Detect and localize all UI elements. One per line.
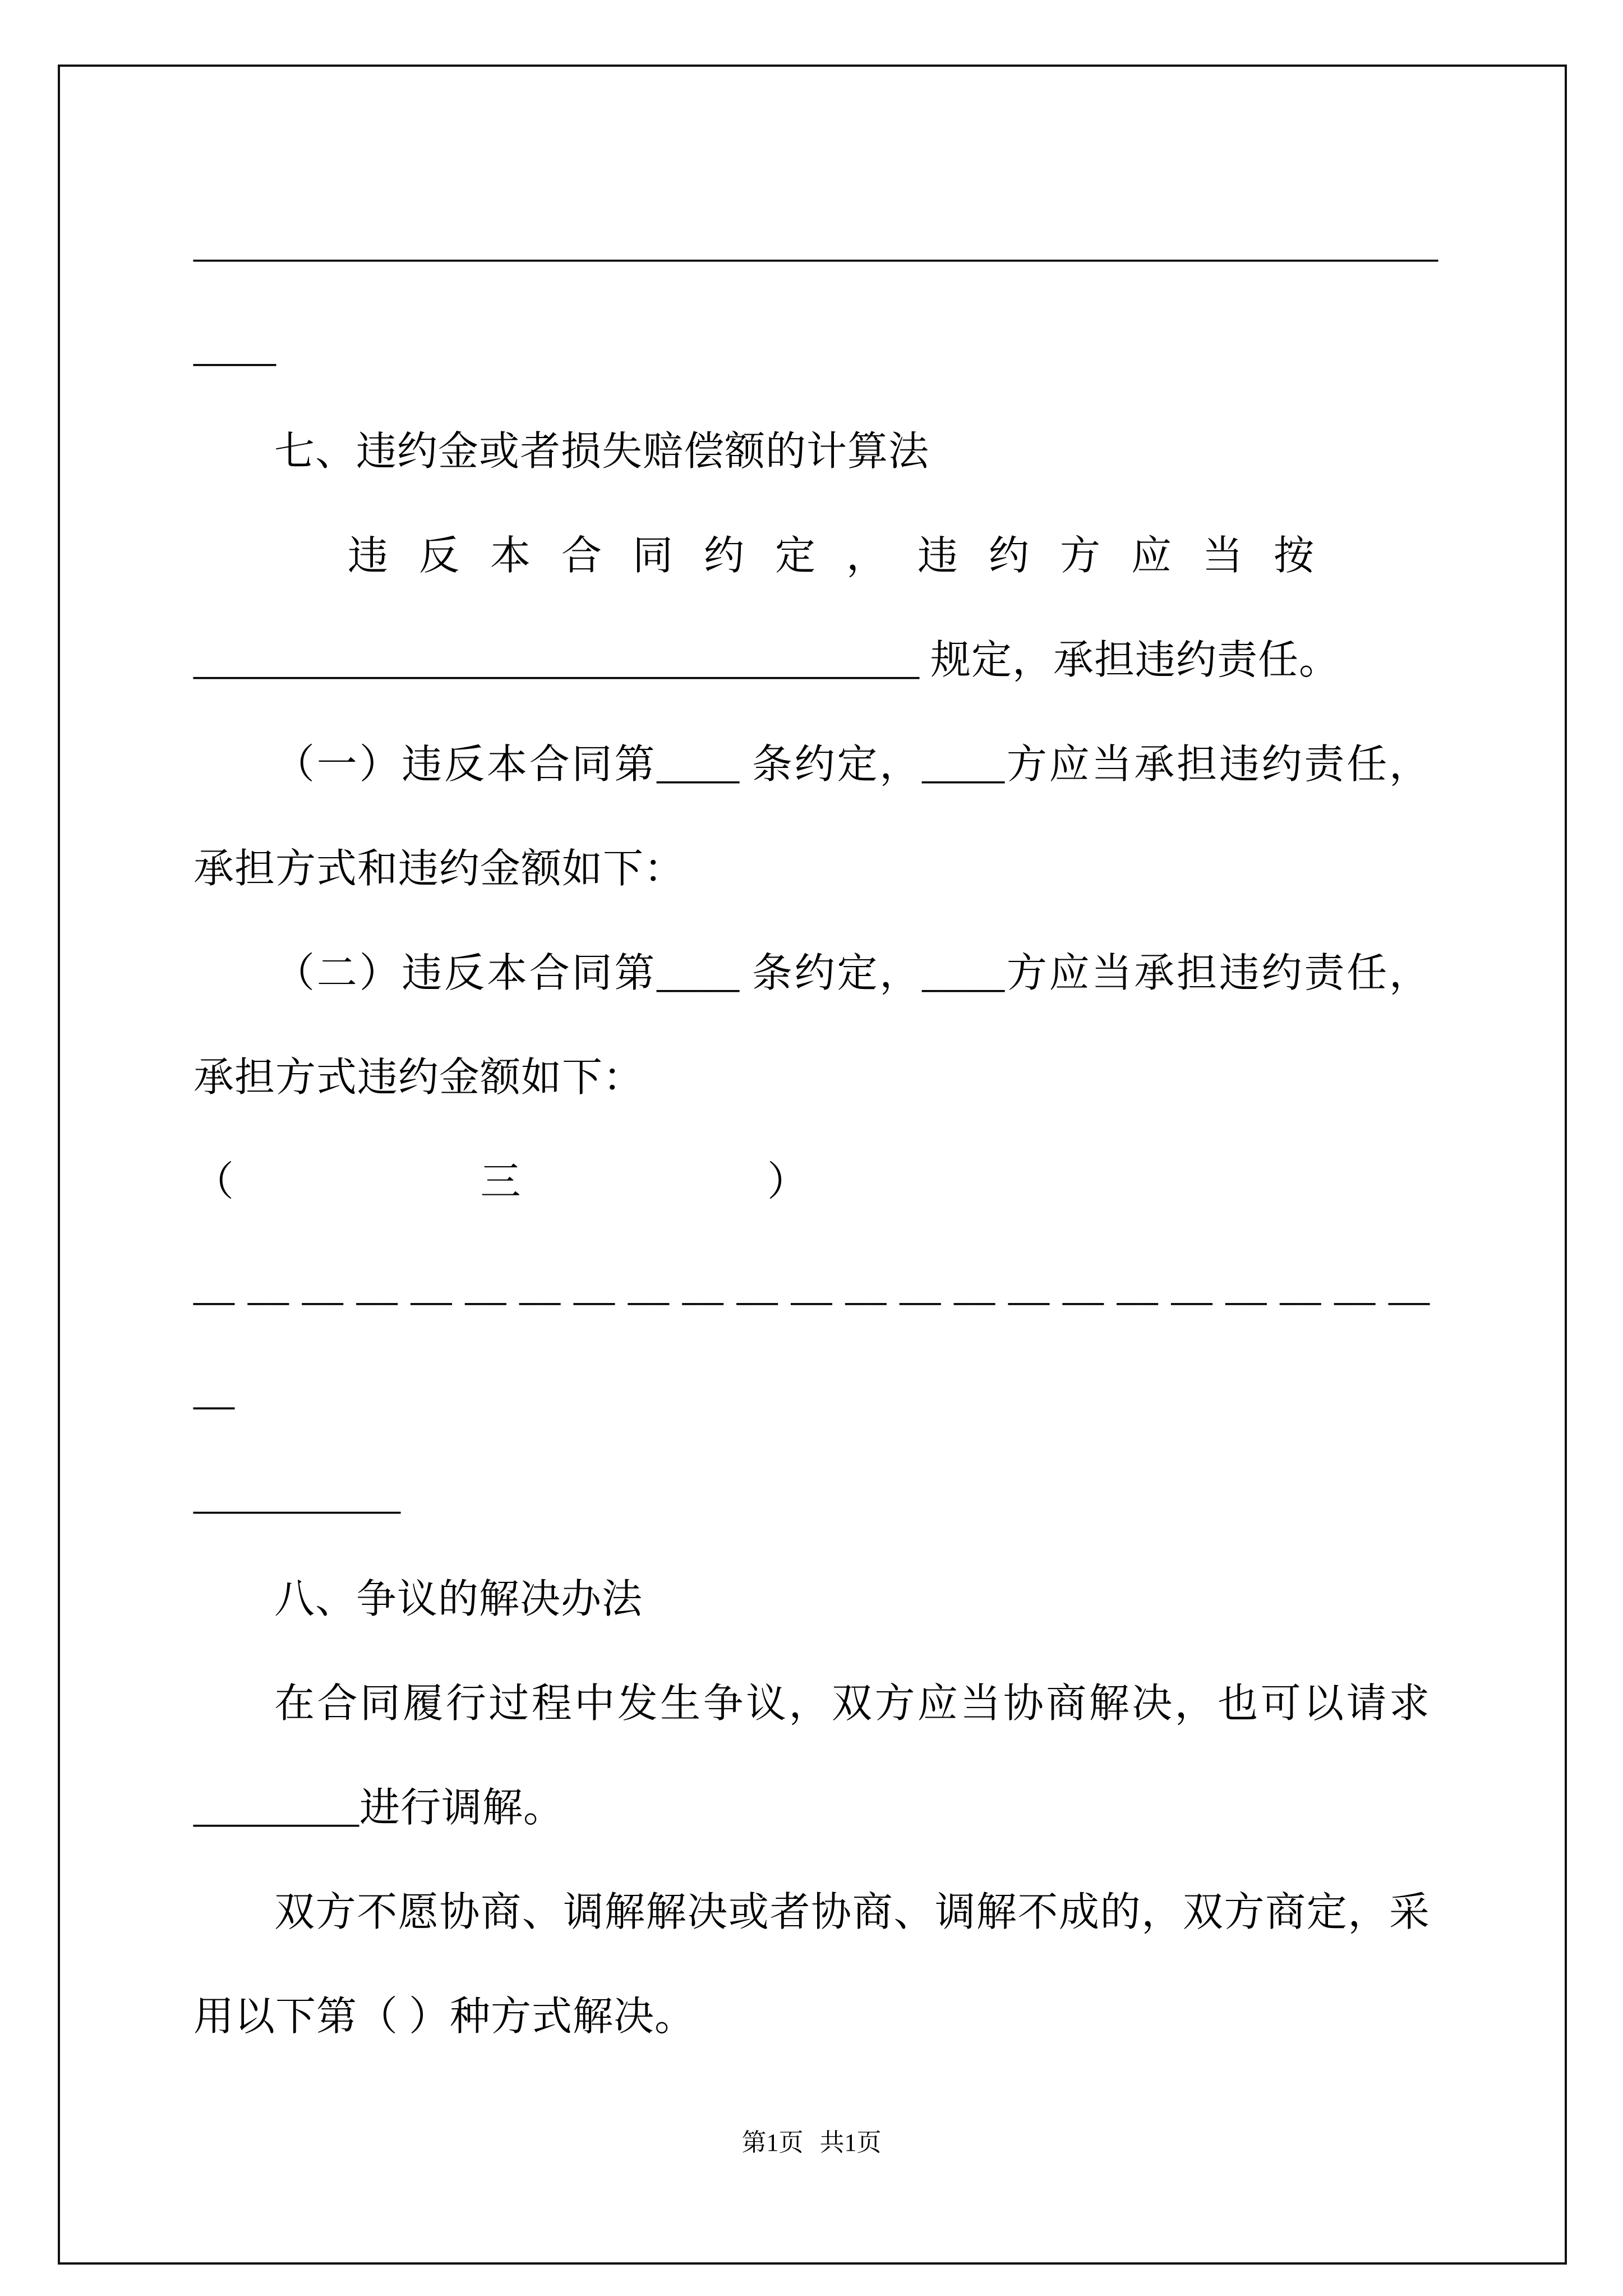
clause-7-item-3-marker bbox=[193, 1130, 808, 1234]
blank-underline-top-continued: ____ bbox=[193, 325, 276, 370]
section-8-heading: 八、争议的解决办法 bbox=[274, 1577, 643, 1622]
clause-7-item-1: （一）违反本合同第____ 条约定，____方应当承担违约责任，承担方式和违约金额如下： bbox=[193, 742, 1430, 891]
item-3-number: 三 bbox=[480, 1159, 521, 1204]
item-3-open-paren: （ bbox=[193, 1159, 234, 1204]
blank-underline-top: ____________________________________________________________ bbox=[193, 220, 1438, 265]
blank-underline-mid-continued: __________ bbox=[193, 1473, 401, 1517]
blank-underline-mid: __ __ __ __ __ __ __ __ __ __ __ __ __ __ __ __ __ __ __ __ __ __ __ __ bbox=[193, 1264, 1430, 1413]
item-3-close-paren: ） bbox=[767, 1159, 808, 1204]
clause-7-item-2: （二）违反本合同第____ 条约定，____方应当承担违约责任，承担方式违约金额如下： bbox=[193, 951, 1430, 1100]
clause-7-intro-line: 违反本合同约定，违约方应当按 bbox=[348, 533, 1345, 578]
clause-8-paragraph-2: 双方不愿协商、调解解决或者协商、调解不成的，双方商定，采用以下第（ ）种方式解决。 bbox=[193, 1890, 1430, 2039]
page-footer: 第1页 共1页 bbox=[741, 2129, 882, 2156]
section-7-heading: 七、违约金或者损失赔偿额的计算法 bbox=[274, 429, 930, 474]
clause-7-intro-continued: ___________________________________ 规定，承担违约责任。 bbox=[193, 638, 1340, 683]
document-body bbox=[193, 191, 1438, 2069]
clause-8-paragraph-1: 在合同履行过程中发生争议，双方应当协商解决，也可以请求________进行调解。 bbox=[193, 1681, 1430, 1830]
